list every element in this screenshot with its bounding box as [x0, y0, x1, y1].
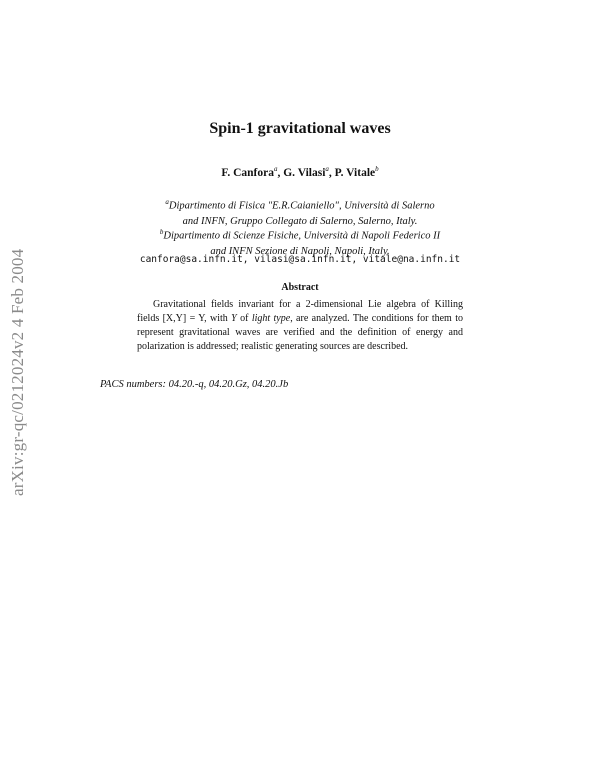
- affil-mark: a: [165, 198, 169, 206]
- author-affil-mark: b: [375, 165, 379, 173]
- affil-line: and INFN, Gruppo Collegato di Salerno, Salerno, Italy.: [182, 215, 418, 227]
- abstract-heading: Abstract: [281, 282, 319, 293]
- abstract-text: Gravitational fields invariant for a 2-dimensional Lie algebra of Killing fields: [137, 299, 463, 324]
- abstract-body: [137, 298, 463, 354]
- affil-line: Dipartimento di Fisica "E.R.Caianiello", Università di Salerno: [168, 200, 435, 212]
- affiliation-a: [100, 195, 500, 229]
- arxiv-identifier: arXiv:gr-qc/0212024v2 4 Feb 2004: [8, 248, 27, 496]
- abstract-emphasis: light type: [251, 313, 291, 324]
- author-emails: canfora@sa.infn.it, vilasi@sa.infn.it, vitale@na.infn.it: [139, 254, 461, 265]
- affil-mark: b: [159, 228, 164, 236]
- abstract-text: , are analyzed. The conditions for them to represent gravitational waves are verified and the definition of energy and polarization is addressed; realistic generating sources are described.: [137, 313, 463, 352]
- abstract-math: [X,Y] = Y: [162, 313, 205, 324]
- affil-line: and INFN Sezione di Napoli, Napoli, Italy.: [210, 245, 390, 257]
- abstract-math-var: Y: [231, 313, 237, 324]
- author-name: P. Vitale: [334, 166, 376, 179]
- abstract-text: , with: [204, 313, 232, 324]
- author-affil-mark: a: [325, 165, 329, 173]
- pacs-numbers: PACS numbers: 04.20.-q, 04.20.Gz, 04.20.Jb: [100, 379, 289, 390]
- author-affil-mark: a: [273, 165, 278, 173]
- author-name: F. Canfora: [221, 166, 274, 179]
- author-name: G. Vilasi: [283, 166, 326, 179]
- abstract-text: of: [236, 313, 252, 324]
- author-list: F. Canfora$^a$, G. Vilasi$^a$, P. Vitale$^b$: [221, 165, 379, 179]
- paper-title: Spin-1 gravitational waves: [209, 120, 391, 137]
- affil-line: Dipartimento di Scienze Fisiche, Università di Napoli Federico II: [163, 230, 441, 242]
